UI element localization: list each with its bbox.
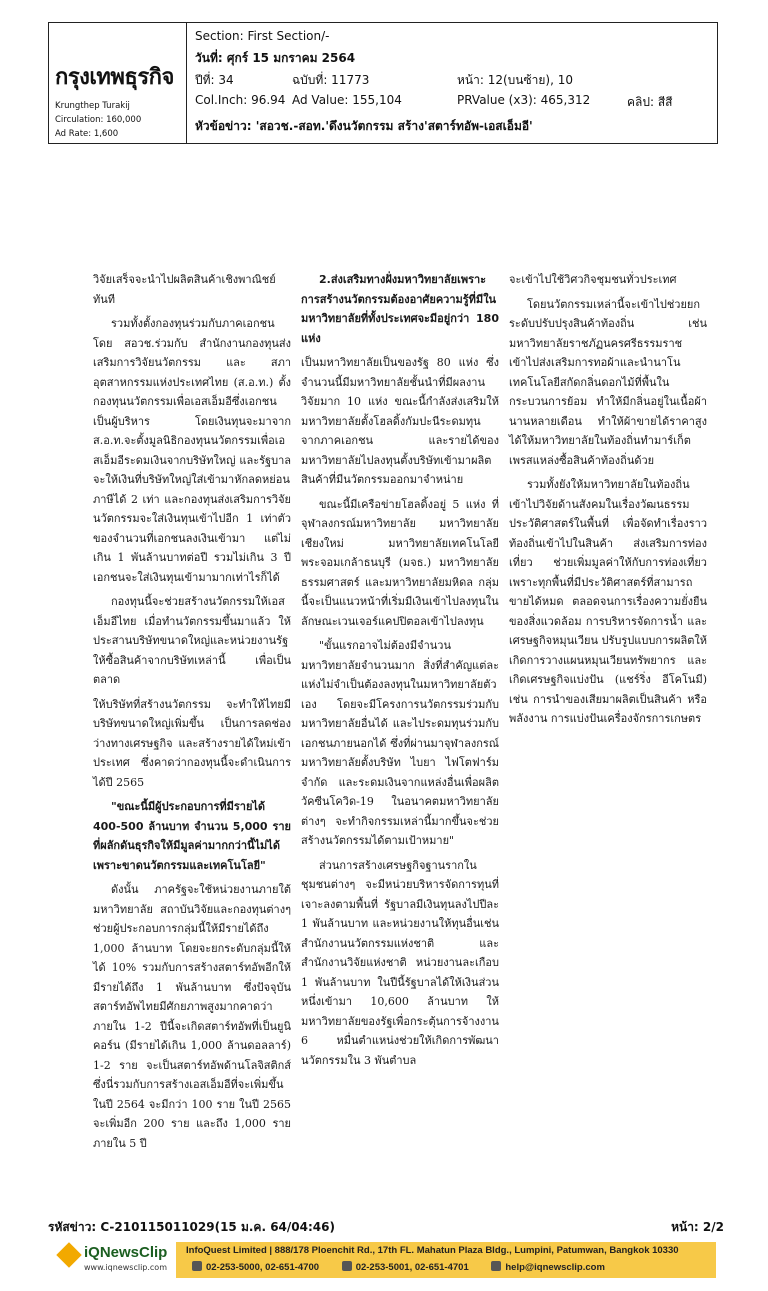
contact-bar xyxy=(176,1242,716,1278)
footer-page-number: หน้า: 2/2 xyxy=(671,1220,724,1234)
paragraph: วิจัยเสร็จจะนำไปผลิตสินค้าเชิงพาณิชย์ทันที xyxy=(93,273,276,306)
section: Section: First Section/- xyxy=(195,29,330,43)
clipping-header xyxy=(48,22,718,144)
paragraph: กองทุนนี้จะช่วยสร้างนวัตกรรมให้เอสเอ็มอีไทย เมื่อทำนวัตกรรมขึ้นมาแล้ว ให้ประสานบริษัทขนาดใหญ่และหน่วยงานรัฐให้ซื้อสินค้าจากบริษัทเหล่านี้ เพื่อเป็นตลาด xyxy=(93,595,291,686)
publication-box xyxy=(49,23,187,143)
paragraph: ให้บริษัทที่สร้างนวัตกรรม จะทำให้ไทยมีบริษัทขนาดใหญ่เพิ่มขึ้น เป็นการลดช่องว่างทางเศรษฐกิจ และสร้างรายได้ใหม่เข้าประเทศ ซึ่งคาดว่ากองทุนนี้จะดำเนินการได้ปี 2565 xyxy=(93,697,291,789)
phone: 02-253-5000, 02-651-4700 xyxy=(206,1262,320,1273)
fax: 02-253-5001, 02-651-4701 xyxy=(355,1262,469,1273)
headline: หัวข้อข่าว: 'สอวช.-สอท.'ดึงนวัตกรรม สร้าง'สตาร์ทอัพ-เอสเอ็มอี' xyxy=(195,119,533,133)
ad-rate: Ad Rate: 1,600 xyxy=(55,129,119,139)
paragraph: รวมทั้งตั้งกองทุนร่วมกับภาคเอกชน โดย สอวช.ร่วมกับ สำนักงานกองทุนส่งเสริมการวิจัยนวัตกรรม และ สภาอุตสาหกรรมแห่งประเทศไทย (ส.อ.ท.) ตั้งกองทุนนวัตกรรมเพื่อเอสเอ็มอีซึ่งเอกชนเป็นผู้บริหาร โดยเงินทุนจะมาจาก ส.อ.ท.จะตั้งมูลนิธิกองทุนนวัตกรรมเพื่อเอสเอ็มอีระดมเงินจากบริษัทใหญ่ และรัฐบาลจะให้เงินที่บริษัทใหญ่ใส่เข้ามาหักลดหย่อนภาษีได้ 2 เท่า และกองทุนส่งเสริมการวิจัยนวัตกรรมจะใส่เงินทุนเข้าไปอีก 1 เท่าตัว ของจำนวนที่เอกชนลงเงินเข้ามา แต่ไม่เกิน 1 พันล้านบาทต่อปี รวมไม่เกิน 3 ปี เอกชนจะใส่เงินทุนเข้ามามากเท่าไรก็ได้ xyxy=(93,317,291,584)
paragraph: 2.ส่งเสริมทางฝั่งมหาวิทยาลัยเพราะการสร้างนวัตกรรมต้องอาศัยความรู้ที่มีในมหาวิทยาลัยที่ทั้งประเทศจะมีอยู่กว่า 180 แห่ง xyxy=(301,273,499,345)
publication-name: กรุงเทพธุรกิจ xyxy=(55,65,174,90)
logo-text: iQNewsClip xyxy=(84,1244,168,1261)
col-inch: Col.Inch: 96.94 xyxy=(195,93,286,107)
article-column-2 xyxy=(301,270,499,1075)
paragraph: "ขั้นแรกอาจไม่ต้องมีจำนวนมหาวิทยาลัยจำนวนมาก สิ่งที่สำคัญแต่ละแห่งไม่จำเป็นต้องลงทุนในมหาวิทยาลัยตัวเอง โดยจะมีโครงการนวัตกรรมร่วมกับมหาวิทยาลัยอื่นได้ และไประดมทุนร่วมกับเอกชนภายนอกได้ ซึ่งที่ผ่านมาจุฬาลงกรณ์มหาวิทยาลัยตั้งบริษัท ไบยา ไฟโตฟาร์ม จำกัด และระดมเงินจากแหล่งอื่นเพื่อผลิตวัคซีนโควิด-19 ในอนาคตมหาวิทยาลัยต่างๆ จะทำกิจกรรมเหล่านี้มากขึ้นจะช่วยสร้างนวัตกรรมได้ตามเป้าหมาย" xyxy=(301,639,499,847)
circulation: Circulation: 160,000 xyxy=(55,115,142,125)
paragraph: จะเข้าไปใช้วิศวกิจชุมชนทั่วประเทศ xyxy=(509,273,677,286)
paragraph: ส่วนการสร้างเศรษฐกิจฐานรากในชุมชนต่างๆ จะมีหน่วยบริหารจัดการทุนที่เจาะลงตามพื้นที่ รัฐบาลมีเงินทุนลงไปปีละ 1 พันล้านบาท และหน่วยงานให้ทุนอื่นเช่น สำนักงานนวัตกรรมแห่งชาติ และสำนักงานวิจัยแห่งชาติ หน่วยงานละเกือบ 1 พันล้านบาท ในปีนี้รัฐบาลได้ให้เงินส่วนหนึ่งเข้ามา 10,600 ล้านบาท ให้มหาวิทยาลัยของรัฐเพื่อกระตุ้นการจ้างงาน 6 หมื่นตำแหน่งช่วยให้เกิดการพัฒนานวัตกรรมใน 3 พันตำบล xyxy=(301,858,499,1067)
paragraph: ขณะนี้มีเครือข่ายโฮลดิ้งอยู่ 5 แห่ง ที่จุฬาลงกรณ์มหาวิทยาลัย มหาวิทยาลัยเชียงใหม่ มหาวิทยาลัยเทคโนโลยีพระจอมเกล้าธนบุรี (มจธ.) มหาวิทยาลัยธรรมศาสตร์ และมหาวิทยาลัยมหิดล กลุ่มนี้จะเป็นแนวหน้าที่เริ่มมีเงินเข้าไปลงทุนในลักษณะเวนเจอร์แคปปิตอลเข้าไปลงทุน xyxy=(301,497,499,628)
year: ปีที่: 34 xyxy=(195,73,234,87)
logo-url: www.iqnewsclip.com xyxy=(84,1263,167,1272)
clip-color: คลิป: สีสี xyxy=(627,95,673,109)
fax-icon xyxy=(342,1261,352,1271)
publication-english: Krungthep Turakij xyxy=(55,101,130,111)
date: วันที่: ศุกร์ 15 มกราคม 2564 xyxy=(195,51,356,65)
company-address: InfoQuest Limited | 888/178 Ploenchit Rd., 17th FL. Mahatun Plaza Bldg., Lumpini, Patumwan, Bangkok 10330 xyxy=(186,1245,679,1256)
paragraph: เป็นมหาวิทยาลัยเป็นของรัฐ 80 แห่ง ซึ่งจำนวนนี้มีมหาวิทยาลัยชั้นนำที่มีผลงานวิจัยมาก 10 แห่ง ขณะนี้กำลังส่งเสริมให้มหาวิทยาลัยตั้งโฮลดิ้งกัมปะนีระดมทุนจากภาคเอกชน และรายได้ของมหาวิทยาลัยไปลงทุนตั้งบริษัทเข้ามาผลิตสินค้าที่มีนวัตกรรมออกมาจำหน่าย xyxy=(301,356,499,486)
iqnewsclip-logo xyxy=(60,1244,170,1280)
issue: ฉบับที่: 11773 xyxy=(292,73,370,87)
paragraph: รวมทั้งยังให้มหาวิทยาลัยในท้องถิ่นเข้าไปวิจัยด้านสังคมในเรื่องวัฒนธรรม ประวัติศาสตร์ในพื้นที่ เพื่อจัดทำเรื่องราวท้องถิ่นเข้าไปในสินค้า ส่งเสริมการท่องเที่ยว ช่วยเพิ่มมูลค่าให้กับการท่องเที่ยว เพราะทุกพื้นที่มีประวัติศาสตร์ที่สามารถขายได้หมด ตลอดจนการเรื่องความยั่งยืนของสิ่งแวดล้อม การบริหารจัดการน้ำ และเศรษฐกิจหมุนเวียน ปรับรูปแบบการผลิตให้เกิดการวางแผนหมุนเวียนทรัพยากร และเกิดเศรษฐกิจแบ่งปัน (แชร์ริ่ง อีโคโนมี) เช่น การนำของเสียมาผลิตเป็นสินค้า หรือพลังงาน การแบ่งปันเครื่องจักรการเกษตร xyxy=(509,478,708,725)
page: หน้า: 12(บนซ้าย), 10 xyxy=(457,73,573,87)
contact-line xyxy=(186,1261,605,1273)
news-code: รหัสข่าว: C-210115011029(15 ม.ค. 64/04:46) xyxy=(48,1220,335,1234)
article-column-3 xyxy=(509,270,707,734)
paragraph: ดังนั้น ภาครัฐจะใช้หน่วยงานภายใต้มหาวิทยาลัย สถาบันวิจัยและกองทุนต่างๆ ช่วยผู้ประกอบการกลุ่มนี้ให้มีรายได้ถึง 1,000 ล้านบาท โดยจะยกระดับกลุ่มนี้ให้ได้ 10% รวมกับการสร้างสตาร์ทอัพอีกให้มีรายได้ถึง 1 พันล้านบาท ซึ่งปัจจุบันสตาร์ทอัพไทยมีศักยภาพสูงมากคาดว่าภายใน 1-2 ปีนี้จะเกิดสตาร์ทอัพที่เป็นยูนิคอร์น (มีรายได้เกิน 1,000 ล้านดอลลาร์) 1-2 ราย จะเป็นสตาร์ทอัพด้านโลจิสติกส์ ซึ่งนี่รวมกับการสร้างเอสเอ็มอีที่จะเพิ่มขึ้นในปี 2564 จะมีกว่า 100 ราย ในปี 2565 จะเพิ่มอีก 200 ราย และถึง 1,000 ราย ภายใน 5 ปี xyxy=(93,883,291,1150)
pr-value: PRValue (x3): 465,312 xyxy=(457,93,591,107)
article-column-1 xyxy=(93,270,291,1158)
clip-metadata xyxy=(187,23,717,143)
paragraph: โดยนวัตกรรมเหล่านี้จะเข้าไปช่วยยกระดับปรับปรุงสินค้าท้องถิ่น เช่น มหาวิทยาลัยราชภัฏนครศรีธรรมราชเข้าไปส่งเสริมการทอผ้าและนำนาโนเทคโนโลยีสกัดกลิ่นดอกไม้ที่พื้นในกระบวนการย้อม ทำให้มีกลิ่นอยู่ในเนื้อผ้านานหลายเดือน ทำให้ผ้าขายได้ราคาสูง ได้ให้มหาวิทยาลัยในท้องถิ่นทำมาร์เก็ตเพรสแหล่งซื้อสินค้าท้องถิ่นด้วย xyxy=(509,297,707,467)
ad-value: Ad Value: 155,104 xyxy=(292,93,402,107)
email-icon xyxy=(491,1261,501,1271)
paragraph: "ขณะนี้มีผู้ประกอบการที่มีรายได้ 400-500 ล้านบาท จำนวน 5,000 ราย ที่ผลักดันธุรกิจให้มีมูลค่ามากกว่านี้ไม่ได้ เพราะขาดนวัตกรรมและเทคโนโลยี" xyxy=(93,800,291,872)
email: help@iqnewsclip.com xyxy=(505,1262,605,1273)
phone-icon xyxy=(192,1261,202,1271)
logo-mark-icon xyxy=(56,1242,81,1267)
